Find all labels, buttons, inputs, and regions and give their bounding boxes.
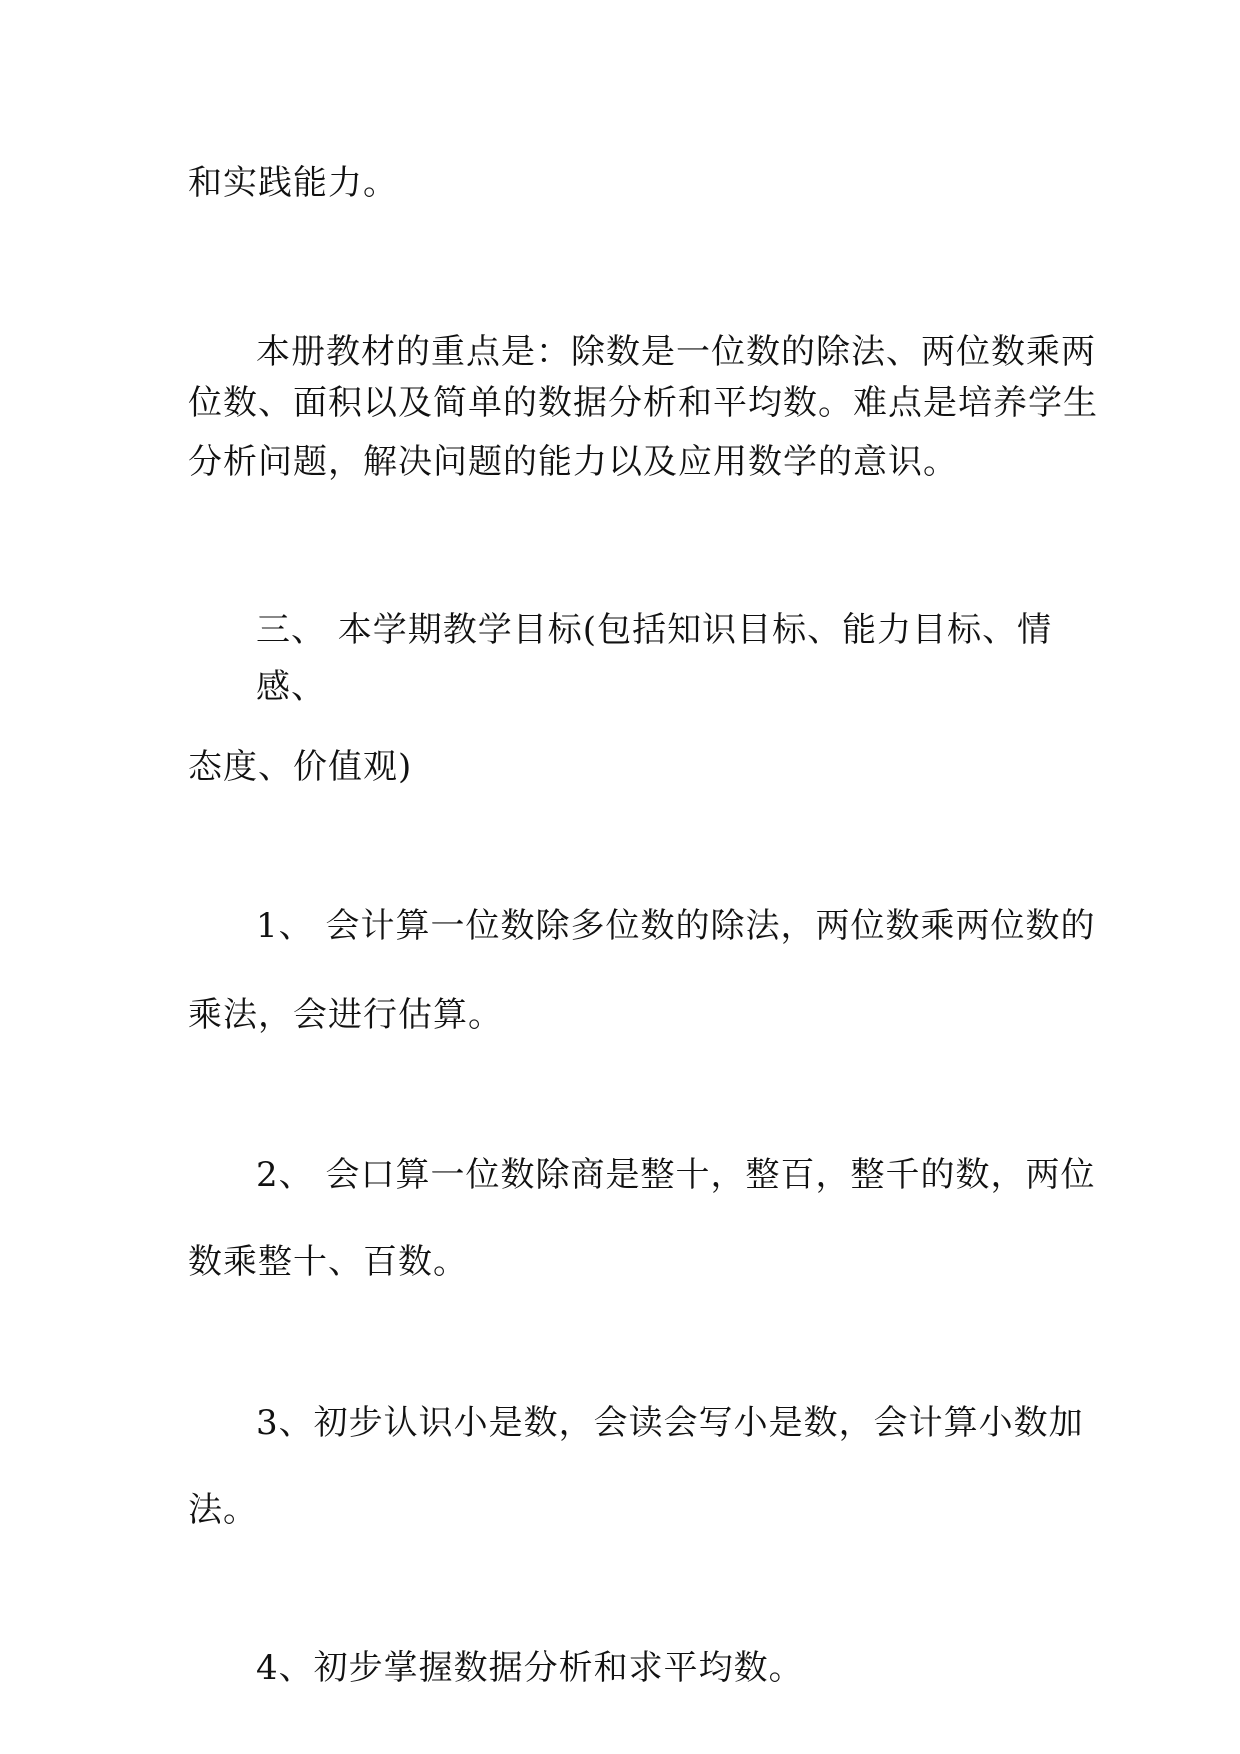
paragraph-line: 和实践能力。 [188,163,398,203]
list-item-line: 4、初步掌握数据分析和求平均数。 [256,1648,804,1688]
paragraph-line: 分析问题，解决问题的能力以及应用数学的意识。 [188,442,958,482]
section-heading-line: 三、 本学期教学目标(包括知识目标、能力目标、情 [256,610,1053,650]
section-heading-line: 态度、价值观) [188,747,413,787]
list-item-line: 数乘整十、百数。 [188,1242,468,1282]
list-item-line: 乘法，会进行估算。 [188,995,503,1035]
list-item-line: 3、初步认识小是数，会读会写小是数，会计算小数加 [256,1403,1084,1443]
paragraph-line: 位数、面积以及简单的数据分析和平均数。难点是培养学生 [188,383,1098,423]
section-heading-line: 感、 [256,667,326,707]
list-item-line: 2、 会口算一位数除商是整十，整百，整千的数，两位 [256,1155,1096,1195]
paragraph-line: 本册教材的重点是：除数是一位数的除法、两位数乘两 [256,332,1096,372]
list-item-line: 法。 [188,1490,258,1530]
list-item-line: 1、 会计算一位数除多位数的除法，两位数乘两位数的 [256,906,1096,946]
